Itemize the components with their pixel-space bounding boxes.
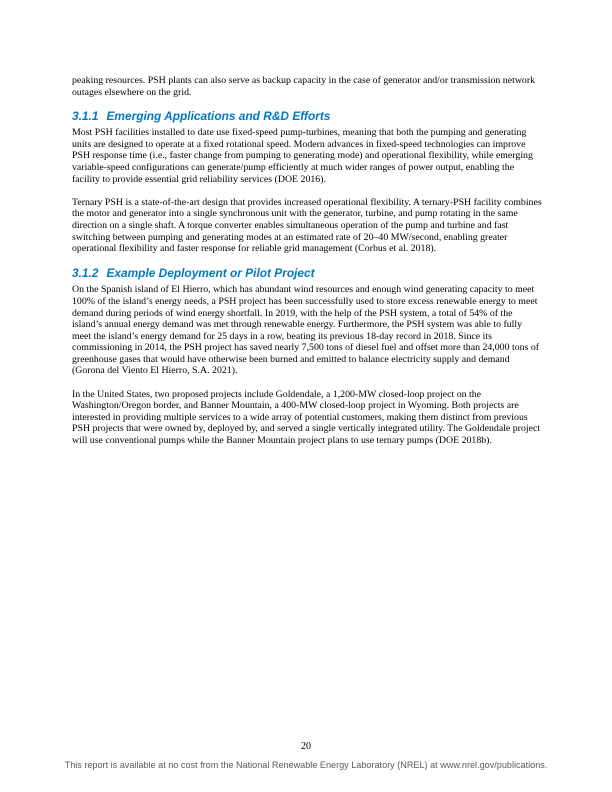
intro-paragraph: peaking resources. PSH plants can also serve as backup capacity in the case of generator and/or transmission network outages elsewhere on the grid. <box>72 75 536 98</box>
document-body <box>72 75 542 458</box>
section-title: Example Deployment or Pilot Project <box>106 266 315 281</box>
footer-notice: This report is available at no cost from the National Renewable Energy Laboratory (NREL) at www.nrel.gov/publications. <box>64 760 548 770</box>
section-heading-3-1-1 <box>72 109 542 123</box>
body-paragraph: Ternary PSH is a state-of-the-art design that provides increased operational flexibility. A ternary-PSH facility combines the motor and generator into a single synchronous unit with the generator, turbine, and pump rotating in the same direction on a single shaft. A torque converter enables simultaneous operation of the pump and turbine and fast switching between pumping and generating modes at an estimated rate of 20–40 MW/second, enabling greater operational flexibility and faster response for reliable grid management (Corbus et al. 2018). <box>72 196 542 255</box>
page-number: 20 <box>301 741 311 752</box>
section-title: Emerging Applications and R&D Efforts <box>106 109 331 124</box>
section-number: 3.1.1 <box>72 109 99 124</box>
body-paragraph: On the Spanish island of El Hierro, which has abundant wind resources and enough wind generating capacity to meet 100% of the island’s energy needs, a PSH project has been successfully used to store excess renewable energy to meet demand during periods of wind energy shortfall. In 2019, with the help of the PSH system, a total of 54% of the island’s annual energy demand was met through renewable energy. Furthermore, the PSH system was able to fully meet the island’s energy demand for 25 days in a row, beating its previous 18-day record in 2018. Since its commissioning in 2014, the PSH project has saved nearly 7,500 tons of diesel fuel and offset more than 24,000 tons of greenhouse gases that would have otherwise been burned and emitted to balance electricity supply and demand (Gorona del Viento El Hierro, S.A. 2021). <box>72 284 540 377</box>
section-heading-3-1-2 <box>72 266 542 280</box>
body-paragraph: In the United States, two proposed projects include Goldendale, a 1,200-MW closed-loop project on the Washington/Oregon border, and Banner Mountain, a 400-MW closed-loop project in Wyoming. Both projects are interested in providing multiple services to a wide array of potential customers, making them distinct from previous PSH projects that were owned by, deployed by, and served a single vertically integrated utility. The Goldendale project will use conventional pumps while the Banner Mountain project plans to use ternary pumps (DOE 2018b). <box>72 388 541 447</box>
body-paragraph: Most PSH facilities installed to date use fixed-speed pump-turbines, meaning that both the pumping and generating units are designed to operate at a fixed rotational speed. Modern advances in fixed-speed technologies can improve PSH response time (i.e., faster change from pumping to generating mode) and operational flexibility, while emerging variable-speed configurations can generate/pump efficiently at much wider ranges of power output, enabling the facility to provide essential grid reliability services (DOE 2016). <box>72 127 533 185</box>
section-number: 3.1.2 <box>72 266 99 281</box>
